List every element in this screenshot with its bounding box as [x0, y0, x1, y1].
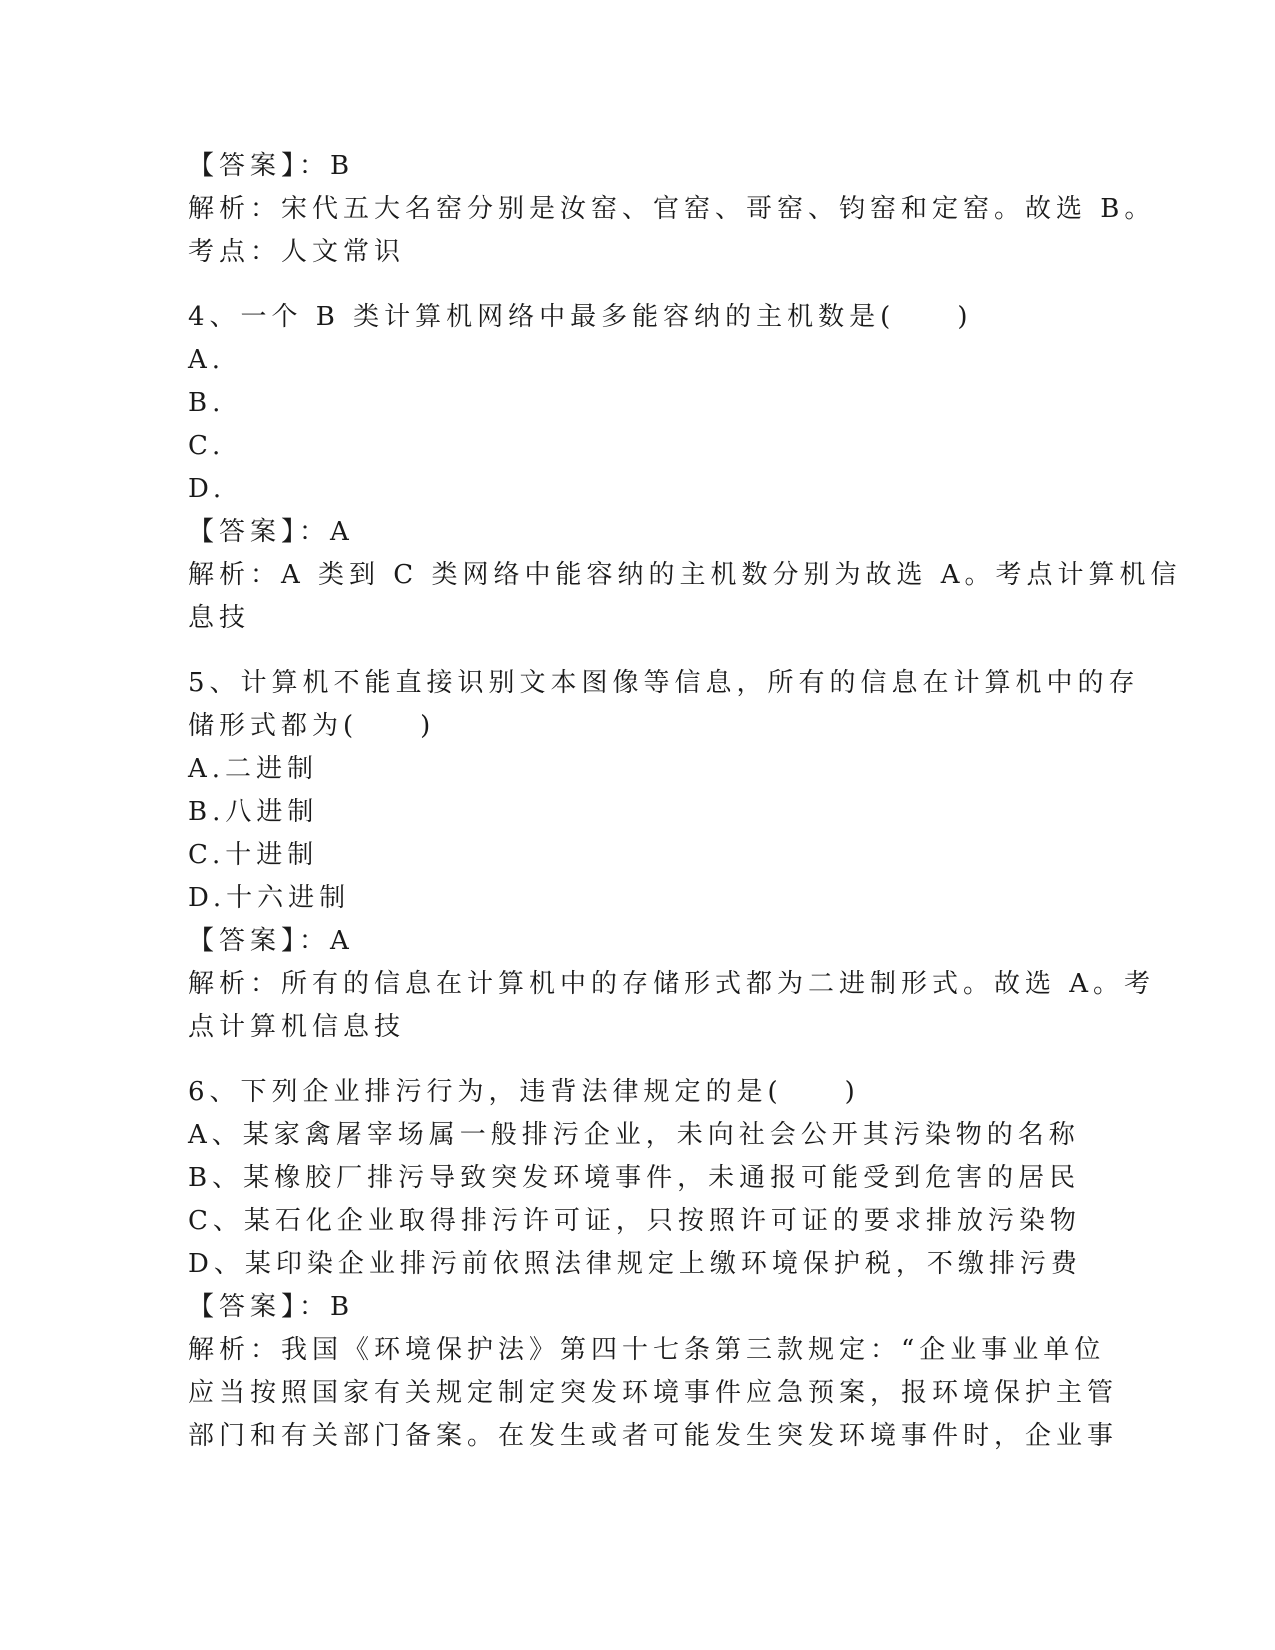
topic-line: 考点：人文常识 — [188, 237, 406, 267]
option-a: A、某家禽屠宰场属一般排污企业，未向社会公开其污染物的名称 — [188, 1120, 1080, 1150]
analysis-line: 点计算机信息技 — [188, 1012, 406, 1042]
question-text: 6、下列企业排污行为，违背法律规定的是( ) — [188, 1077, 860, 1107]
analysis-line: 解析：A 类到 C 类网络中能容纳的主机数分别为故选 A。考点计算机信 — [188, 560, 1182, 590]
answer-line: 【答案】：A — [188, 517, 354, 547]
section-gap — [188, 1049, 1088, 1071]
option-b: B. — [188, 388, 226, 418]
option-c: C. — [188, 431, 226, 461]
analysis-line: 解析：所有的信息在计算机中的存储形式都为二进制形式。故选 A。考 — [188, 969, 1156, 999]
document-page — [188, 145, 1182, 1458]
question-text: 储形式都为( ) — [188, 711, 436, 741]
option-b: B.八进制 — [188, 797, 319, 827]
option-a: A. — [188, 345, 226, 375]
option-a: A.二进制 — [188, 754, 319, 784]
answer-line: 【答案】：B — [188, 151, 355, 181]
section-gap — [188, 274, 1088, 296]
question-5 — [188, 662, 1156, 1049]
analysis-line: 应当按照国家有关规定制定突发环境事件应急预案，报环境保护主管 — [188, 1378, 1119, 1408]
option-d: D. — [188, 474, 227, 504]
analysis-line: 解析：宋代五大名窑分别是汝窑、官窑、哥窑、钧窑和定窑。故选 B。 — [188, 194, 1156, 224]
question-4 — [188, 296, 1182, 640]
question-text: 4、一个 B 类计算机网络中最多能容纳的主机数是( ) — [188, 302, 973, 332]
analysis-line: 息技 — [188, 603, 251, 633]
section-gap — [188, 640, 1088, 662]
option-d: D、某印染企业排污前依照法律规定上缴环境保护税，不缴排污费 — [188, 1249, 1082, 1279]
answer-line: 【答案】：B — [188, 1292, 355, 1322]
question-3-tail — [188, 145, 1156, 274]
option-b: B、某橡胶厂排污导致突发环境事件，未通报可能受到危害的居民 — [188, 1163, 1081, 1193]
analysis-line: 解析：我国《环境保护法》第四十七条第三款规定：“企业事业单位 — [188, 1335, 1106, 1365]
question-6 — [188, 1071, 1119, 1458]
option-d: D.十六进制 — [188, 883, 351, 913]
option-c: C、某石化企业取得排污许可证，只按照许可证的要求排放污染物 — [188, 1206, 1081, 1236]
answer-line: 【答案】：A — [188, 926, 354, 956]
option-c: C.十进制 — [188, 840, 319, 870]
analysis-line: 部门和有关部门备案。在发生或者可能发生突发环境事件时，企业事 — [188, 1421, 1119, 1451]
question-text: 5、计算机不能直接识别文本图像等信息，所有的信息在计算机中的存 — [188, 668, 1140, 698]
